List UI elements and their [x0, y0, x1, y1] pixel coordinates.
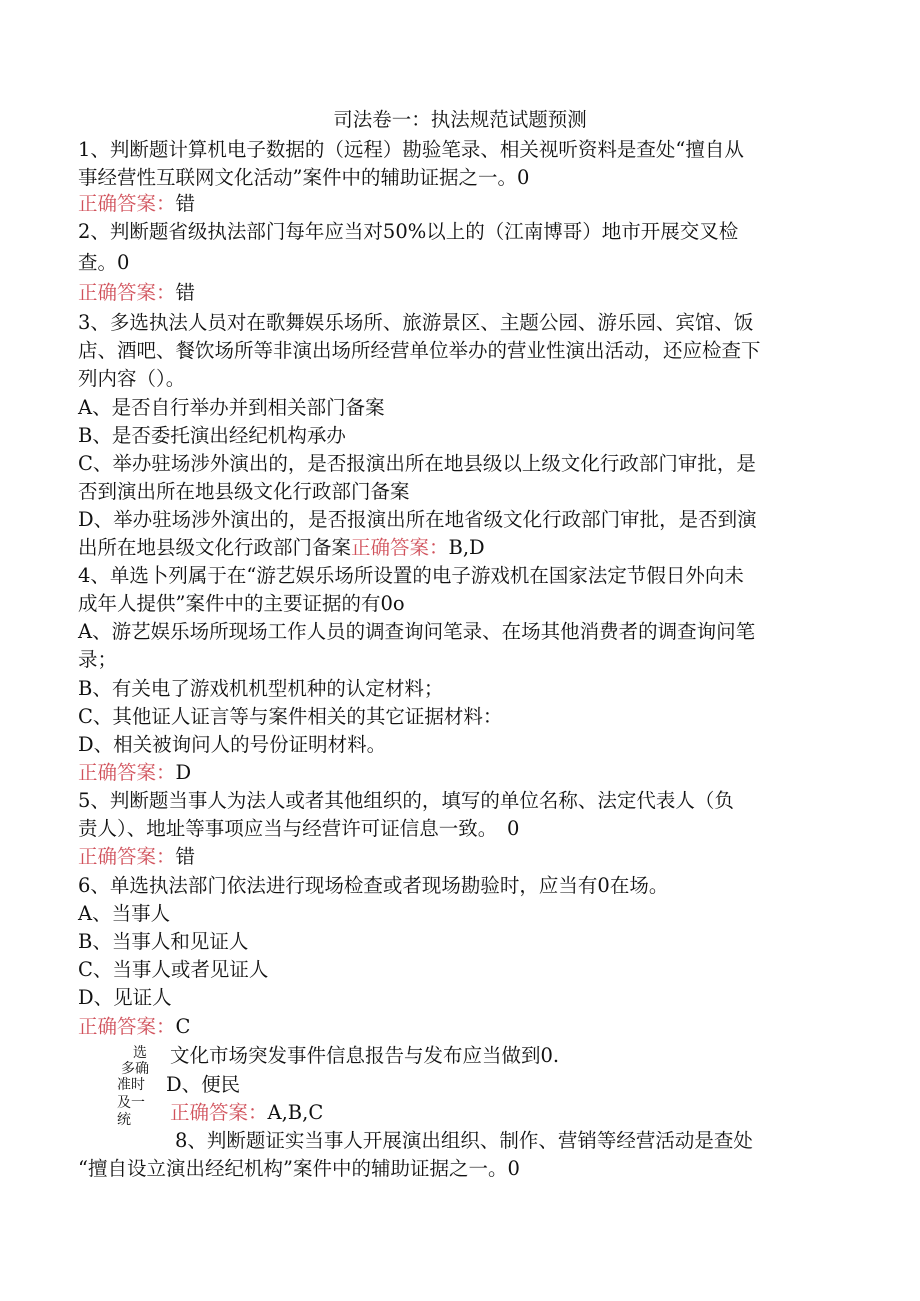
answer-value: 错 [175, 192, 196, 215]
question-3-option-b: B、是否委托演出经纪机构承办 [78, 424, 346, 447]
question-7-side-text-3: 准时 [117, 1077, 145, 1093]
answer-label: 正确答案： [170, 1101, 268, 1124]
answer-label: 正确答案： [78, 845, 176, 868]
question-7-option-d: D、便民 [166, 1073, 241, 1096]
question-8-line-1: 8、判断题证实当事人开展演出组织、制作、营销等经营活动是查处 [175, 1129, 753, 1152]
question-6-option-a: A、当事人 [78, 902, 171, 925]
question-2-line-2: 查。0 [78, 251, 130, 274]
question-7-answer [170, 1099, 323, 1127]
question-4-option-d: D、相关被询问人的号份证明材料。 [78, 733, 387, 756]
question-4-option-a-line-1: A、游艺娱乐场所现场工作人员的调查询问笔录、在场其他消费者的调查询问笔 [78, 620, 756, 643]
question-4-option-b: B、有关电了游戏机机型机种的认定材料； [78, 677, 444, 700]
answer-value: C [175, 1015, 191, 1038]
question-3-option-a: A、是否自行举办并到相关部门备案 [78, 396, 385, 419]
question-2-answer [78, 279, 195, 307]
option-d-text: 出所在地县级文化行政部门备案 [78, 536, 352, 559]
answer-label: 正确答案： [78, 1015, 176, 1038]
question-3-line-2: 店、酒吧、餐饮场所等非演出场所经营单位举办的营业性演出活动，还应检查下 [78, 339, 761, 362]
question-7-side-text-1: 选 [133, 1045, 147, 1061]
document-title: 司法卷一：执法规范试题预测 [333, 108, 587, 131]
question-6-line-1: 6、单选执法部门依法进行现场检查或者现场勘验时，应当有0在场。 [78, 874, 669, 897]
question-3-line-3: 列内容（）。 [78, 367, 186, 390]
question-5-line-2: 责人）、地址等事项应当与经营许可证信息一致。 0 [78, 817, 520, 840]
question-7-side-text-2: 多确 [121, 1061, 149, 1077]
question-7-side-text-4: 及一 [117, 1095, 145, 1111]
question-4-line-2: 成年人提供”案件中的主要证据的有0o [78, 592, 405, 615]
question-3-option-d-line-2 [78, 534, 485, 562]
question-3-line-1: 3、多选执法人员对在歌舞娱乐场所、旅游景区、主题公园、游乐园、宾馆、饭 [78, 311, 754, 334]
question-4-line-1: 4、单选卜列属于在“游艺娱乐场所设置的电子游戏机在国家法定节假日外向未 [78, 564, 744, 587]
question-3-option-c-line-2: 否到演出所在地县级文化行政部门备案 [78, 480, 410, 503]
question-4-answer [78, 759, 191, 787]
question-3-option-c-line-1: C、举办驻场涉外演出的，是否报演出所在地县级以上级文化行政部门审批，是 [78, 452, 756, 475]
answer-label: 正确答案： [351, 536, 449, 559]
question-7-side-text-5: 统 [117, 1112, 131, 1128]
question-4-option-a-line-2: 录； [78, 648, 118, 671]
question-2-line-1: 2、判断题省级执法部门每年应当对50%以上的（江南博哥）地市开展交叉检 [78, 220, 739, 243]
question-1-answer [78, 190, 195, 218]
question-6-option-b: B、当事人和见证人 [78, 930, 249, 953]
answer-value: B,D [448, 536, 485, 559]
question-5-answer [78, 843, 195, 871]
question-6-answer [78, 1013, 190, 1041]
question-7-stem: 文化市场突发事件信息报告与发布应当做到0. [170, 1044, 560, 1067]
question-4-option-c: C、其他证人证言等与案件相关的其它证据材料： [78, 705, 503, 728]
question-6-option-c: C、当事人或者见证人 [78, 958, 269, 981]
question-6-option-d: D、见证人 [78, 986, 172, 1009]
answer-label: 正确答案： [78, 192, 176, 215]
answer-label: 正确答案： [78, 281, 176, 304]
answer-label: 正确答案： [78, 761, 176, 784]
question-5-line-1: 5、判断题当事人为法人或者其他组织的，填写的单位名称、法定代表人（负 [78, 789, 734, 812]
answer-value: A,B,C [267, 1101, 324, 1124]
question-3-option-d-line-1: D、举办驻场涉外演出的，是否报演出所在地省级文化行政部门审批，是否到演 [78, 508, 757, 531]
question-8-line-2: “擅自设立演出经纪机构”案件中的辅助证据之一。0 [78, 1157, 520, 1180]
answer-value: 错 [175, 845, 196, 868]
answer-value: D [175, 761, 192, 784]
question-1-line-2: 事经营性互联网文化活动”案件中的辅助证据之一。0 [78, 166, 530, 189]
question-1-line-1: 1、判断题计算机电子数据的（远程）勘验笔录、相关视听资料是查处“擅自从 [78, 138, 744, 161]
answer-value: 错 [175, 281, 196, 304]
